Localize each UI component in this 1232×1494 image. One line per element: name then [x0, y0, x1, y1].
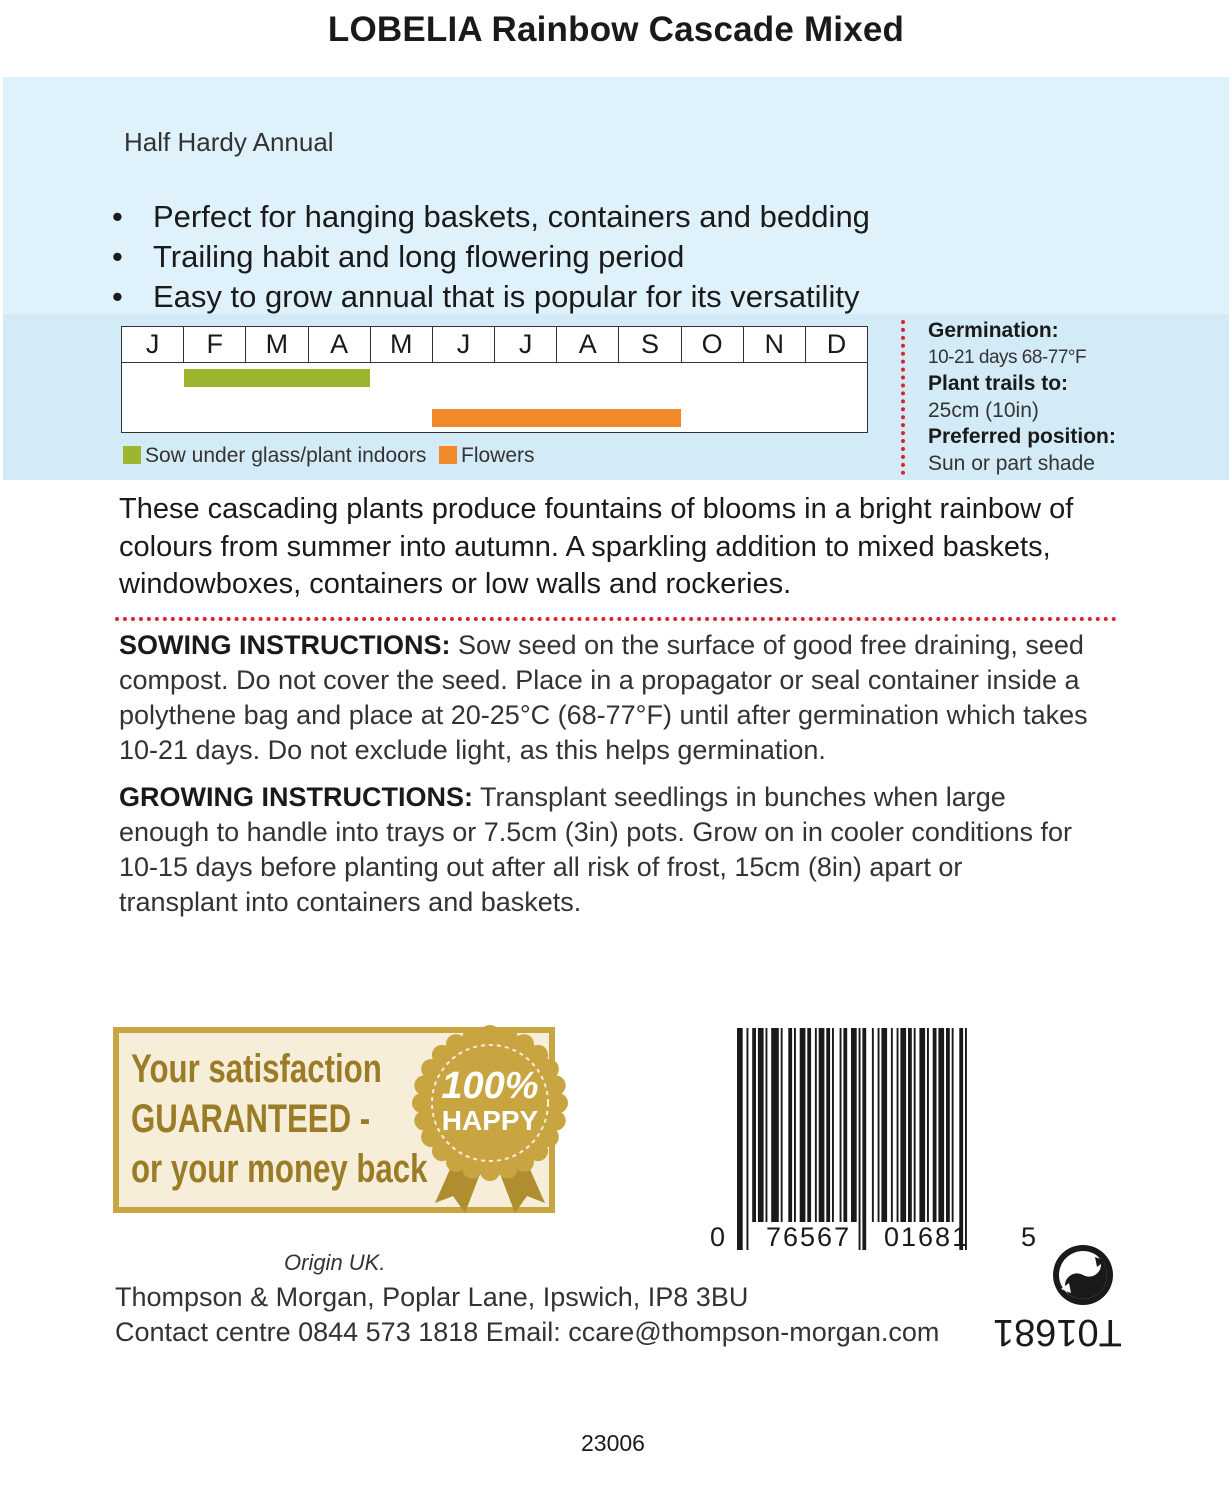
sowing-instructions: [119, 628, 1119, 768]
calendar-month-3: M: [246, 327, 308, 362]
calendar-month-12: D: [826, 329, 847, 359]
barcode: [735, 1028, 1017, 1250]
growing-heading: GROWING INSTRUCTIONS:: [119, 782, 473, 812]
calendar-month-9: S: [619, 327, 681, 362]
origin: Origin UK.: [284, 1250, 386, 1275]
product-title: LOBELIA Rainbow Cascade Mixed: [327, 10, 905, 49]
guarantee-line-2: GUARANTEED -: [131, 1097, 371, 1141]
sowing-calendar: [121, 326, 868, 433]
calendar-months: [122, 327, 867, 363]
description: These cascading plants produce fountains of blooms in a bright rainbow of colours from summer into autumn. A sparkling addition to mixed baskets, windowboxes, containers or low walls and rockeries.: [119, 493, 1074, 600]
trails-value: 25cm (10in): [928, 398, 1039, 422]
guarantee-line-1: Your satisfaction: [131, 1047, 382, 1091]
product-code: T01681: [993, 1311, 1122, 1353]
legend-sow: [123, 444, 426, 468]
growing-text: Transplant seedlings in bunches when large enough to handle into trays or 7.5cm (3in) pots. Grow on in cooler conditions for 10-15 days before planting out after all risk of frost, 15cm (8in) apart or transplant into containers and baskets.: [119, 782, 1073, 917]
seal-bottom-text: HAPPY: [441, 1105, 539, 1136]
calendar-month-6: J: [433, 327, 495, 362]
trails-label: Plant trails to:: [928, 372, 1069, 395]
sowing-text: Sow seed on the surface of good free draining, seed compost. Do not cover the seed. Place in a propagator or seal container inside a polythene bag and place at 20-25°C (68-77°F) until after germination which takes 10-21 days. Do not exclude light, as this helps germination.: [119, 630, 1088, 765]
calendar-month-2: F: [184, 327, 246, 362]
germination-value: 10-21 days 68-77°F: [928, 346, 1087, 368]
legend-flowers-label: Flowers: [461, 444, 535, 467]
footer-code: 23006: [581, 1430, 645, 1456]
guarantee-line-3: or your money back: [131, 1147, 428, 1191]
calendar-month-7: J: [495, 327, 557, 362]
barcode-right-digits: 01681: [884, 1222, 970, 1252]
seal-top-text: 100%: [441, 1065, 539, 1107]
feature-list: [112, 197, 870, 317]
barcode-left-digits: 76567: [766, 1222, 852, 1252]
flowering-period-bar: [432, 409, 680, 427]
legend-sow-swatch: [123, 446, 141, 464]
sow-period-bar: [184, 369, 370, 387]
calendar-month-5: M: [371, 327, 433, 362]
calendar-month-4: A: [309, 327, 371, 362]
legend-flowers: [439, 444, 535, 468]
sowing-heading: SOWING INSTRUCTIONS:: [119, 630, 451, 660]
green-dot-recycle-icon: [1051, 1243, 1115, 1307]
feature-item: • Perfect for hanging baskets, containers and bedding: [112, 197, 870, 237]
dotted-divider-vertical: [901, 320, 905, 475]
legend-sow-label: Sow under glass/plant indoors: [145, 444, 427, 467]
position-value: Sun or part shade: [928, 451, 1095, 475]
calendar-month-1: J: [122, 327, 184, 362]
barcode-first-digit: 0: [710, 1222, 728, 1252]
growing-facts: [928, 318, 1116, 477]
position-label: Preferred position:: [928, 425, 1116, 448]
calendar-month-8: A: [557, 327, 619, 362]
calendar-month-11: N: [744, 327, 806, 362]
contact-details: Contact centre 0844 573 1818 Email: ccare@thompson-morgan.com: [115, 1317, 940, 1347]
feature-item: • Easy to grow annual that is popular for its versatility: [112, 277, 870, 317]
barcode-check-digit: 5: [1021, 1222, 1039, 1252]
dotted-divider-horizontal: [115, 617, 1117, 621]
growing-instructions: [119, 780, 1079, 920]
calendar-month-10: O: [682, 327, 744, 362]
happy-seal-icon: [405, 1018, 575, 1218]
plant-type: Half Hardy Annual: [124, 127, 334, 157]
legend-flowers-swatch: [439, 446, 457, 464]
company-address: Thompson & Morgan, Poplar Lane, Ipswich, IP8 3BU: [115, 1282, 749, 1312]
germination-label: Germination:: [928, 319, 1059, 342]
feature-item: • Trailing habit and long flowering period: [112, 237, 870, 277]
